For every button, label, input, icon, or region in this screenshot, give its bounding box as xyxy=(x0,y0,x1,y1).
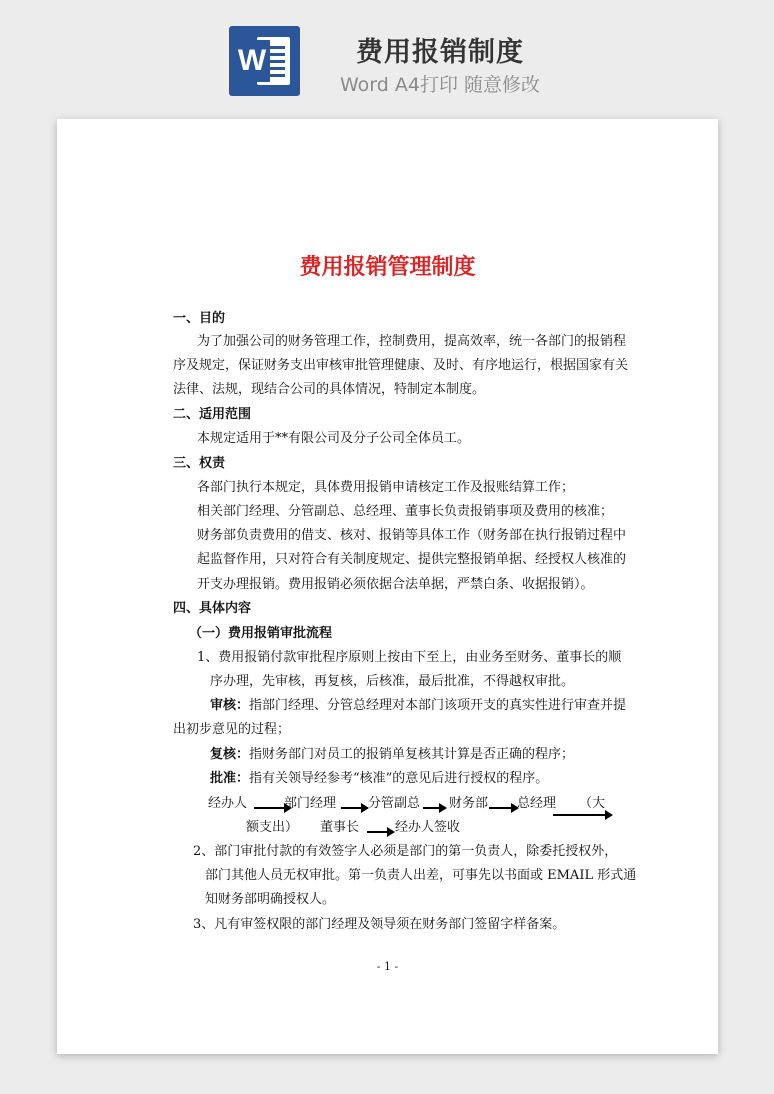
page-number: - 1 - xyxy=(376,960,399,973)
section-heading-scope: 二、适用范围 xyxy=(173,407,252,422)
definition-audit xyxy=(210,697,626,715)
definition-text: 指有关领导经参考“核准”的意见后进行授权的程序。 xyxy=(249,771,549,786)
paragraph-line: 序办理，先审核，再复核，后核准，最后批准，不得越权审批。 xyxy=(210,674,575,689)
flow-step: 经办人 xyxy=(208,796,248,811)
definition-approve xyxy=(210,770,548,788)
sub-heading-approval-flow: （一）费用报销审批流程 xyxy=(189,626,333,641)
definition-label: 复核： xyxy=(210,747,250,762)
paragraph-line: 起监督作用，只对符合有关制度规定、提供完整报销单据、经授权人核准的 xyxy=(197,552,627,567)
flow-step: 董事长 xyxy=(320,820,360,835)
paragraph-line: 相关部门经理、分管副总、总经理、董事长负责报销事项及费用的核准； xyxy=(197,504,614,519)
flow-step: （大 xyxy=(579,796,606,811)
paragraph-line: 开支办理报销。费用报销必须依据合法单据，严禁白条、收据报销）。 xyxy=(197,577,594,592)
definition-label: 审核： xyxy=(210,698,250,713)
definition-label: 批准： xyxy=(210,771,250,786)
document-title: 费用报销管理制度 xyxy=(299,255,476,280)
flow-step: 财务部 xyxy=(449,796,489,811)
section-heading-purpose: 一、目的 xyxy=(173,311,226,326)
flow-step: 经办人签收 xyxy=(395,820,461,835)
flow-arrow-icon xyxy=(489,801,519,815)
flow-step: 额支出） xyxy=(246,820,299,835)
flow-step: 部门经理 xyxy=(284,796,337,811)
paragraph-line: 2、部门审批付款的有效签字人必须是部门的第一负责人，除委托授权外， xyxy=(193,844,618,859)
paragraph-line: 部门其他人员无权审批。第一负责人出差，可事先以书面或 EMAIL 形式通 xyxy=(205,868,637,883)
paragraph-line: 序及规定，保证财务支出审核审批管理健康、及时、有序地运行，根据国家有关 xyxy=(173,358,629,373)
document-page xyxy=(57,119,718,1054)
banner-title: 费用报销制度 xyxy=(356,37,524,68)
word-letter: W xyxy=(234,40,270,82)
flow-step: 分管副总 xyxy=(368,796,421,811)
paragraph-line: 各部门执行本规定，具体费用报销申请核定工作及报账结算工作； xyxy=(197,480,575,495)
paragraph-line: 1、费用报销付款审批程序原则上按由下至上，由业务至财务、董事长的顺 xyxy=(197,650,622,665)
section-heading-content: 四、具体内容 xyxy=(173,601,252,616)
paragraph-line: 法律、法规，现结合公司的具体情况，特制定本制度。 xyxy=(173,382,486,397)
section-heading-duty: 三、权责 xyxy=(173,456,226,471)
paragraph-line: 本规定适用于**有限公司及分子公司全体员工。 xyxy=(197,431,471,446)
banner xyxy=(0,0,774,110)
definition-text: 指部门经理、分管总经理对本部门该项开支的真实性进行审查并提 xyxy=(249,698,627,713)
banner-subtitle: Word A4打印 随意修改 xyxy=(339,74,540,96)
flow-arrow-icon xyxy=(423,801,447,815)
flow-step: 总经理 xyxy=(517,796,557,811)
paragraph-line: 知财务部明确授权人。 xyxy=(205,892,336,907)
paragraph-line: 为了加强公司的财务管理工作，控制费用，提高效率，统一各部门的报销程 xyxy=(197,334,627,349)
definition-review xyxy=(210,746,574,764)
paragraph-line: 财务部负责费用的借支、核对、报销等具体工作（财务部在执行报销过程中 xyxy=(197,528,627,543)
flow-arrow-icon xyxy=(367,825,395,839)
paragraph-line: 出初步意见的过程； xyxy=(173,722,291,737)
definition-text: 指财务部门对员工的报销单复核其计算是否正确的程序； xyxy=(249,747,575,762)
flow-arrow-icon xyxy=(341,801,369,815)
word-icon xyxy=(229,26,300,96)
paragraph-line: 3、凡有审签权限的部门经理及领导须在财务部门签留字样备案。 xyxy=(193,917,566,932)
